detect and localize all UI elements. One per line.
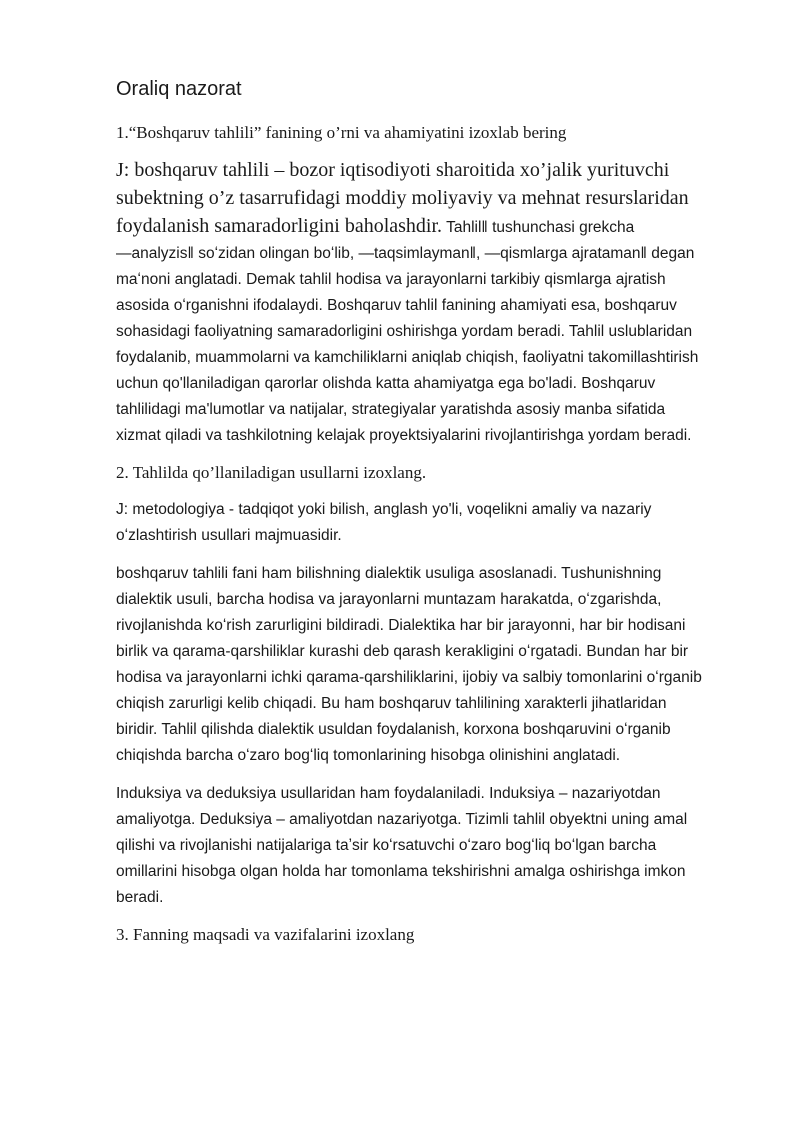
answer-2-paragraph-1: J: metodologiya - tadqiqot yoki bilish, anglash yo'li, voqelikni amaliy va nazariy oʻzlashtirish usullari majmuasidir. <box>116 501 652 544</box>
answer-1-body: Tahlil‖ tushunchasi grekcha ―analyzis‖ soʻzidan olingan boʻlib, ―taqsimlayman‖, ―qismlarga ajrataman‖ degan maʻnoni anglatadi. Demak tahlil hodisa va jarayonlarni tarkibiy qismlarga ajratish asosida oʻrganishni ifodalaydi. Boshqaruv tahlil fanining ahamiyati esa, boshqaruv sohasidagi faoliyatning samaradorligini oshirishga yordam beradi. Tahlil uslublaridan foydalanib, muammolarni va kamchiliklarni aniqlab chiqish, faoliyatni takomillashtirish uchun qo'llaniladigan qarorlar olishda katta ahamiyatga ega bo'ladi. Boshqaruv tahlilidagi ma'lumotlar va natijalar, strategiyalar yaratishda asosiy manba sifatida xizmat qiladi va tashkilotning kelajak proyektsiyalarini rivojlantirishga yordam beradi. <box>116 219 699 444</box>
question-3: 3. Fanning maqsadi va vazifalarini izoxlang <box>116 925 415 944</box>
answer-2-paragraph-2: boshqaruv tahlili fani ham bilishning dialektik usuliga asoslanadi. Tushunishning dialektik usuli, barcha hodisa va jarayonlarni muntazam harakatda, oʻzgarishda, rivojlanishda koʻrish zarurligini bildiradi. Dialektika har bir jarayonni, har bir hodisani birlik va qarama-qarshiliklar kurashi deb qarash kerakligini oʻrgatadi. Bundan har bir hodisa va jarayonlarni ichki qarama-qarshiliklarini, ijobiy va salbiy tomonlarini oʻrganib chiqish zarurligi kelib chiqadi. Bu ham boshqaruv tahlilining xarakterli jihatlaridan biridir. Tahlil qilishda dialektik usuldan foydalanish, korxona boshqaruvini oʻrganib chiqishda barcha oʻzaro bogʻliq tomonlarining hisobga olinishini anglatadi. <box>116 565 702 764</box>
question-1: 1.“Boshqaruv tahlili” fanining o’rni va ahamiyatini izoxlab bering <box>116 123 567 142</box>
question-2: 2. Tahlilda qo’llaniladigan usullarni izoxlang. <box>116 463 427 482</box>
answer-2-paragraph-3: Induksiya va deduksiya usullaridan ham foydalaniladi. Induksiya – nazariyotdan amaliyotga. Deduksiya – amaliyotdan nazariyotga. Tizimli tahlil obyektni uning amal qilishi va rivojlanishi natijalariga taʼsir koʻrsatuvchi oʻzaro bogʻliq boʻlgan barcha omillarini hisobga olgan holda har tomonlama tekshirishni amalga oshirishga imkon beradi. <box>116 785 688 906</box>
answer-1 <box>116 157 710 449</box>
document-title: Oraliq nazorat <box>116 78 242 100</box>
answer-1-intro: J: boshqaruv tahlili – bozor iqtisodiyoti sharoitida xo’jalik yurituvchi subektning o’z tasarrufidagi moddiy moliyaviy va mehnat resurslaridan foydalanish samaradorligini baholashdir. <box>116 159 689 237</box>
